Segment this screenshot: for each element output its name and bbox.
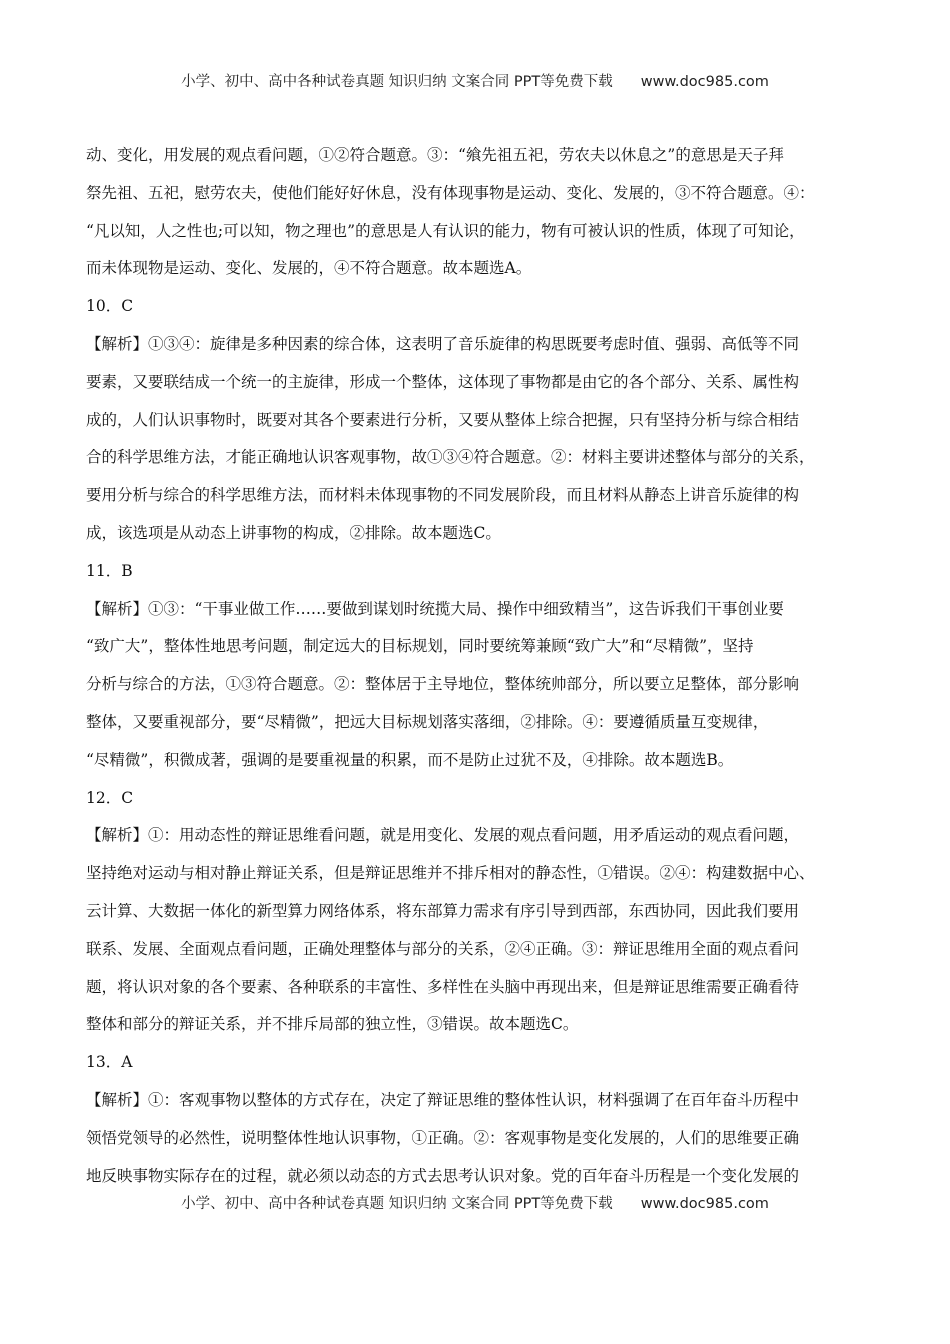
text-line: 地反映事物实际存在的过程，就必须以动态的方式去思考认识对象。党的百年奋斗历程是一个变化发展的 xyxy=(86,1166,800,1185)
answer-heading-13: 13．A xyxy=(86,1053,133,1072)
footer-text: 小学、初中、高中各种试卷真题 知识归纳 文案合同 PPT等免费下载 xyxy=(181,1196,613,1212)
text-line: 领悟党领导的必然性，说明整体性地认识事物，①正确。②：客观事物是变化发展的，人们的思维要正确 xyxy=(86,1128,800,1147)
text-line: 祭先祖、五祀，慰劳农夫，使他们能好好休息，没有体现事物是运动、变化、发展的，③不符合题意。④： xyxy=(86,183,815,202)
footer-url[interactable]: www.doc985.com xyxy=(640,1196,769,1212)
header-text: 小学、初中、高中各种试卷真题 知识归纳 文案合同 PPT等免费下载 xyxy=(181,74,613,90)
text-line: 而未体现物是运动、变化、发展的，④不符合题意。故本题选A。 xyxy=(86,259,532,278)
page-header xyxy=(0,70,950,91)
text-line: 合的科学思维方法，才能正确地认识客观事物，故①③④符合题意。②：材料主要讲述整体与部分的关系， xyxy=(86,448,815,467)
text-line: 【解析】①③④：旋律是多种因素的综合体，这表明了音乐旋律的构思既要考虑时值、强弱、高低等不同 xyxy=(86,334,800,353)
text-line: 成，该选项是从动态上讲事物的构成，②排除。故本题选C。 xyxy=(86,523,501,542)
document-body xyxy=(86,137,876,1195)
answer-heading-10: 10．C xyxy=(86,297,134,316)
text-line: 题，将认识对象的各个要素、各种联系的丰富性、多样性在头脑中再现出来，但是辩证思维需要正确看待 xyxy=(86,977,800,996)
text-line: 【解析】①③：“干事业做工作……要做到谋划时统揽大局、操作中细致精当”，这告诉我们干事创业要 xyxy=(86,599,784,618)
text-line: “凡以知，人之性也;可以知，物之理也”的意思是人有认识的能力，物有可被认识的性质，体现了可知论， xyxy=(86,221,805,240)
text-line: 云计算、大数据一体化的新型算力网络体系，将东部算力需求有序引导到西部，东西协同，因此我们要用 xyxy=(86,901,800,920)
answer-heading-12: 12．C xyxy=(86,788,134,807)
text-line: 坚持绝对运动与相对静止辩证关系，但是辩证思维并不排斥相对的静态性，①错误。②④：构建数据中心、 xyxy=(86,864,815,883)
text-line: 要素，又要联结成一个统一的主旋律，形成一个整体，这体现了事物都是由它的各个部分、关系、属性构 xyxy=(86,372,800,391)
answer-heading-11: 11．B xyxy=(86,561,133,580)
text-line: “致广大”，整体性地思考问题，制定远大的目标规划，同时要统筹兼顾“致广大”和“尽精微”，坚持 xyxy=(86,637,754,656)
text-line: 要用分析与综合的科学思维方法，而材料未体现事物的不同发展阶段，而且材料从静态上讲音乐旋律的构 xyxy=(86,486,800,505)
text-line: 【解析】①：用动态性的辩证思维看问题，就是用变化、发展的观点看问题，用矛盾运动的观点看问题， xyxy=(86,826,800,845)
page-footer xyxy=(0,1192,950,1213)
text-line: 分析与综合的方法，①③符合题意。②：整体居于主导地位，整体统帅部分，所以要立足整体，部分影响 xyxy=(86,675,800,694)
text-line: 动、变化，用发展的观点看问题，①②符合题意。③：“飨先祖五祀，劳农夫以休息之”的意思是天子拜 xyxy=(86,146,784,164)
text-line: 整体，又要重视部分，要“尽精微”，把远大目标规划落实落细，②排除。④：要遵循质量互变规律， xyxy=(86,712,769,731)
text-line: 整体和部分的辩证关系，并不排斥局部的独立性，③错误。故本题选C。 xyxy=(86,1015,579,1034)
header-url[interactable]: www.doc985.com xyxy=(640,74,769,90)
text-line: 成的，人们认识事物时，既要对其各个要素进行分析，又要从整体上综合把握，只有坚持分析与综合相结 xyxy=(86,410,800,429)
text-line: “尽精微”，积微成著，强调的是要重视量的积累，而不是防止过犹不及，④排除。故本题选B。 xyxy=(86,750,734,769)
text-line: 联系、发展、全面观点看问题，正确处理整体与部分的关系，②④正确。③：辩证思维用全面的观点看问 xyxy=(86,939,800,958)
text-line: 【解析】①：客观事物以整体的方式存在，决定了辩证思维的整体性认识，材料强调了在百年奋斗历程中 xyxy=(86,1090,800,1109)
